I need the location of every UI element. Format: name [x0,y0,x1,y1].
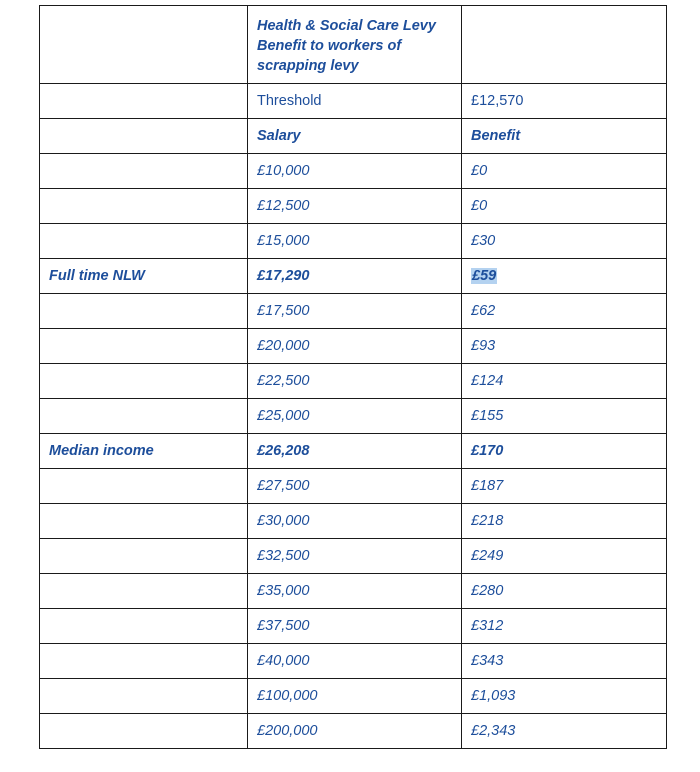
table-header-row [40,6,667,84]
row-label-cell [40,329,248,364]
row-salary-cell: £200,000 [248,714,462,749]
table-row [40,574,667,609]
table-row [40,609,667,644]
row-salary-cell: £35,000 [248,574,462,609]
threshold-name-cell: Threshold [248,84,462,119]
row-salary-cell: £10,000 [248,154,462,189]
row-label-cell [40,539,248,574]
row-benefit-cell: £124 [462,364,667,399]
row-label-cell [40,364,248,399]
table-row [40,714,667,749]
row-salary-cell: £12,500 [248,189,462,224]
row-salary-cell: £32,500 [248,539,462,574]
row-salary-cell: £37,500 [248,609,462,644]
table-body [40,6,667,749]
column-header-salary: Salary [248,119,462,154]
threshold-row [40,84,667,119]
row-salary-cell: £27,500 [248,469,462,504]
table-title-cell: Health & Social Care Levy Benefit to workers of scrapping levy [248,6,462,84]
row-label-cell [40,399,248,434]
selected-text-highlight: £59 [472,267,497,284]
row-benefit-cell: £187 [462,469,667,504]
table-row [40,329,667,364]
table-row [40,259,667,294]
row-salary-cell: £15,000 [248,224,462,259]
row-label-cell [40,154,248,189]
row-label-cell [40,679,248,714]
row-benefit-cell: £62 [462,294,667,329]
row-benefit-cell [462,259,667,294]
row-salary-cell: £25,000 [248,399,462,434]
row-benefit-cell: £0 [462,189,667,224]
row-label-cell [40,714,248,749]
row-salary-cell: £26,208 [248,434,462,469]
row-salary-cell: £40,000 [248,644,462,679]
row-benefit-cell: £170 [462,434,667,469]
row-label-cell [40,189,248,224]
column-header-row [40,119,667,154]
row-label-cell [40,469,248,504]
levy-benefit-table [39,5,667,749]
row-benefit-cell: £2,343 [462,714,667,749]
table-row [40,224,667,259]
table-row [40,504,667,539]
row-label-cell [40,294,248,329]
row-benefit-cell: £280 [462,574,667,609]
table-row [40,434,667,469]
table-row [40,364,667,399]
header-right-cell [462,6,667,84]
row-label-cell: Full time NLW [40,259,248,294]
row-benefit-cell: £0 [462,154,667,189]
table-row [40,539,667,574]
threshold-value-cell: £12,570 [462,84,667,119]
table-row [40,154,667,189]
row-salary-cell: £20,000 [248,329,462,364]
header-label-cell [40,6,248,84]
row-label-cell [40,574,248,609]
row-label-cell [40,504,248,539]
row-benefit-cell: £218 [462,504,667,539]
row-salary-cell: £30,000 [248,504,462,539]
row-label-cell [40,224,248,259]
column-header-label-cell [40,119,248,154]
row-benefit-cell: £249 [462,539,667,574]
row-salary-cell: £17,500 [248,294,462,329]
table-row [40,399,667,434]
row-salary-cell: £17,290 [248,259,462,294]
table-row [40,679,667,714]
row-benefit-cell: £155 [462,399,667,434]
row-benefit-cell: £30 [462,224,667,259]
row-salary-cell: £100,000 [248,679,462,714]
row-benefit-cell: £1,093 [462,679,667,714]
table-row [40,469,667,504]
row-benefit-cell: £343 [462,644,667,679]
row-label-cell [40,644,248,679]
column-header-benefit: Benefit [462,119,667,154]
threshold-label-cell [40,84,248,119]
table-row [40,189,667,224]
table-row [40,294,667,329]
row-benefit-cell: £93 [462,329,667,364]
levy-table-container [39,5,666,749]
row-label-cell: Median income [40,434,248,469]
row-salary-cell: £22,500 [248,364,462,399]
table-row [40,644,667,679]
row-benefit-cell: £312 [462,609,667,644]
row-label-cell [40,609,248,644]
